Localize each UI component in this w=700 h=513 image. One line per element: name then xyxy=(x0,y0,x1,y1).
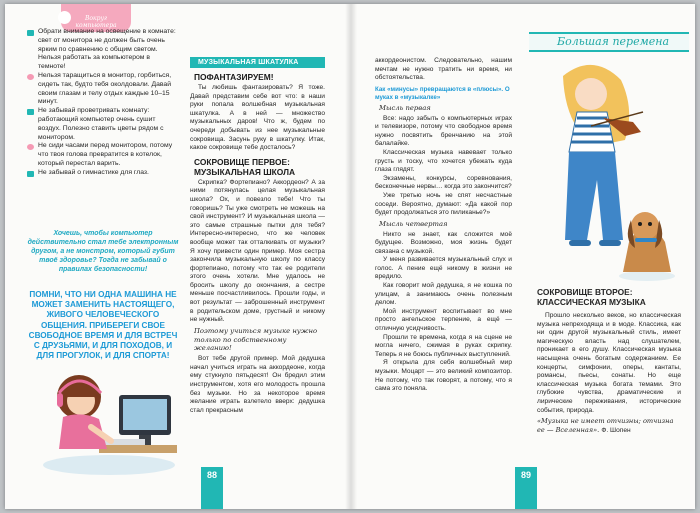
pros-cons-column xyxy=(375,57,512,394)
bullet-item: Нельзя таращиться в монитор, горбиться, сидеть так, будто тебя околдовали. Давай своим глазам и телу отдых каждые 10–15 минут. xyxy=(27,72,177,107)
book-gutter xyxy=(345,4,357,509)
paragraph: аккордеонистом. Следовательно, нашим мечтам не нужно тратить ни время, ни обстоятельства. xyxy=(375,57,512,82)
paragraph: Вот тебе другой пример. Мой дедушка начал учиться играть на аккордеоне, когда ему стукнуло пятьдесят! Он бредил этим инструментом, хотя его молодость прошла без музыки. Но за некоторое время желание играть взлетело вверх: дедушка стал прекрасным xyxy=(190,355,325,414)
section-bar: МУЗЫКАЛЬНАЯ ШКАТУЛКА xyxy=(190,57,325,68)
bullet-item: Не забывай проветривать комнату: работающий компьютер очень сушит воздух. Полезно ставить цветы рядом с монитором. xyxy=(27,107,177,142)
paragraph: У меня развивается музыкальный слух и голос. А пение ещё никому в жизни не вредило. xyxy=(375,256,512,281)
girl-at-computer-illustration xyxy=(41,357,177,477)
paragraph: Я открыла для себя волшебный мир музыки. Моцарт — это великий композитор. Не потому, что так говорят, а потому, что я сама это поняла. xyxy=(375,359,512,393)
paragraph: Никто не знает, как сложится моё будущее. Возможно, моя жизнь будет связана с музыкой. xyxy=(375,230,512,255)
paragraph: Экзамены, конкурсы, соревнования, бесконечные нервы… когда это закончится? xyxy=(375,174,512,191)
paragraph: Все: надо забыть о компьютерных играх и телевизоре, потому что свободное время нужно посвятить бренчанию на этой балалайке. xyxy=(375,114,512,148)
paragraph: Прошло несколько веков, но классическая музыка непреходяща и в моде. Классика, как ни один другой музыкальный стиль, имеет магическую власть над слушателем, проникает в его душу. Классическая музыка насыщена очень богатым содержанием. Ее концерты, симфонии, оперы, кантаты, романсы, пьесы, сонаты. Но еще классическая музыка богата темами. Это глубокие чувства, драматические и лирические переживания, исторические события, природа. xyxy=(537,312,681,414)
page-number: 89 xyxy=(515,467,537,509)
handwritten-note: Поэтому учиться музыке нужно только по собственному желанию! xyxy=(194,326,318,353)
section-ribbon xyxy=(529,32,689,52)
heading-fantasize: ПОФАНТАЗИРУЕМ! xyxy=(194,72,274,82)
paragraph: Ты любишь фантазировать? Я тоже. Давай представим себе вот что: в наши руки попала волшебная музыкальная шкатулка. А в ней — множество музыкальных даров! Что ж, будем по очереди добывать из нее музыкальные сокровища. Засунь руку в шкатулку. Итак, какое сокровище тебе досталось? xyxy=(190,84,325,152)
callout-text: ПОМНИ, ЧТО НИ ОДНА МАШИНА НЕ МОЖЕТ ЗАМЕНИТЬ НАСТОЯЩЕГО, ЖИВОГО ЧЕЛОВЕЧЕСКОГО ОБЩЕНИЯ. ПРИБЕРЕГИ СВОЕ СВОБОДНОЕ ВРЕМЯ И ДЛЯ ВСТРЕЧ С ДРУЗЬЯМИ, И ДЛЯ ПОХОДОВ, И ДЛЯ ПРОГУЛОК, И ДЛЯ СПОРТА! xyxy=(28,290,178,361)
classical-music-column xyxy=(537,287,681,435)
music-box-column xyxy=(190,57,325,415)
clover-bullet-icon xyxy=(27,109,34,115)
clover-bullet-icon xyxy=(27,30,34,36)
clover-bullet-icon xyxy=(27,144,34,150)
heading-treasure-two: СОКРОВИЩЕ ВТОРОЕ: КЛАССИЧЕСКАЯ МУЗЫКА xyxy=(537,287,646,307)
bullet-item: Не сиди часами перед монитором, потому что твоя голова превратится в котелок, который перестал варить. xyxy=(27,142,177,168)
paragraph: Мой инструмент воспитывает во мне просто ангельское терпение, а ещё — отличную усидчивость. xyxy=(375,307,512,333)
page-number: 88 xyxy=(201,467,223,509)
paragraph: Классическая музыка навевает только грусть и тоску, что хочется убежать куда глаза глядят. xyxy=(375,148,512,174)
section-tag-label: Вокруг компьютера xyxy=(75,15,117,29)
bullet-item: Не забывай о гимнастике для глаз. xyxy=(27,169,177,178)
clover-bullet-icon xyxy=(27,171,34,177)
paragraph: Прошли те времена, когда я на сцене не могла ничего, сжимая в руках скрипку. Теперь я не боюсь публичных выступлений. xyxy=(375,333,512,358)
left-page xyxy=(5,4,350,509)
heading-treasure-one: СОКРОВИЩЕ ПЕРВОЕ: МУЗЫКАЛЬНАЯ ШКОЛА xyxy=(194,156,295,177)
ribbon-title: Большая перемена xyxy=(557,35,670,48)
handwritten-thought: Мысль первая xyxy=(379,103,431,112)
bullet-item: Обрати внимание на освещение в комнате: свет от монитора не должен быть очень ярким по сравнению с общим светом. Нельзя работать за компьютером в темноте! xyxy=(27,28,177,72)
clover-bullet-icon xyxy=(27,74,34,80)
book-spread xyxy=(5,4,695,509)
handwritten-thought: Мысль четвертая xyxy=(379,219,448,228)
paragraph: Как говорит мой дедушка, я не кошка по улицам, а занимаюсь очень полезным делом. xyxy=(375,282,512,307)
quote-author: Ф. Шопен xyxy=(601,426,631,434)
paragraph: Уже третью ночь не спят несчастные соседи. Вероятно, думают: «Да какой пор будет продолжаться это пиликанье?» xyxy=(375,191,512,217)
safety-tip: Хочешь, чтобы компьютер действительно стал тебе электронным другом, а не монстром, который губит твоё здоровье? Тогда не забывай о правилах безопасности! xyxy=(27,230,179,273)
quote-text: «Музыка не имеет отчизны; отчизна ее — Вселенная». xyxy=(537,417,674,434)
paragraph: Скрипка? Фортепиано? Аккордеон? А за ними потянулась целая музыкальная школа? Ох, и повезло тебе! Что ты говоришь? Ты уже смотреть не можешь на свой инструмент? И музыкальная школа — это самые страшные пытки для тебя? Интересно-интересно, что же человек вообще может так отталкивать от музыки? Я хочу привести один пример. Моя сестра закончила музыкальную школу по классу фортепиано, потому что так ее родители этого очень хотели. Мне удалось не бросить школу до окончания, а сестре меньше посчастливилось. Прошли годы, и вот результат — заброшенный инструмент в родительском доме, грустный и никому не нужный. xyxy=(190,178,325,324)
chopin-quote xyxy=(537,417,681,435)
dog-illustration xyxy=(615,202,679,282)
safety-bullet-list xyxy=(27,28,177,178)
subheading: Как «минусы» превращаются в «плюсы». О муках в «музыкалке» xyxy=(375,85,510,101)
